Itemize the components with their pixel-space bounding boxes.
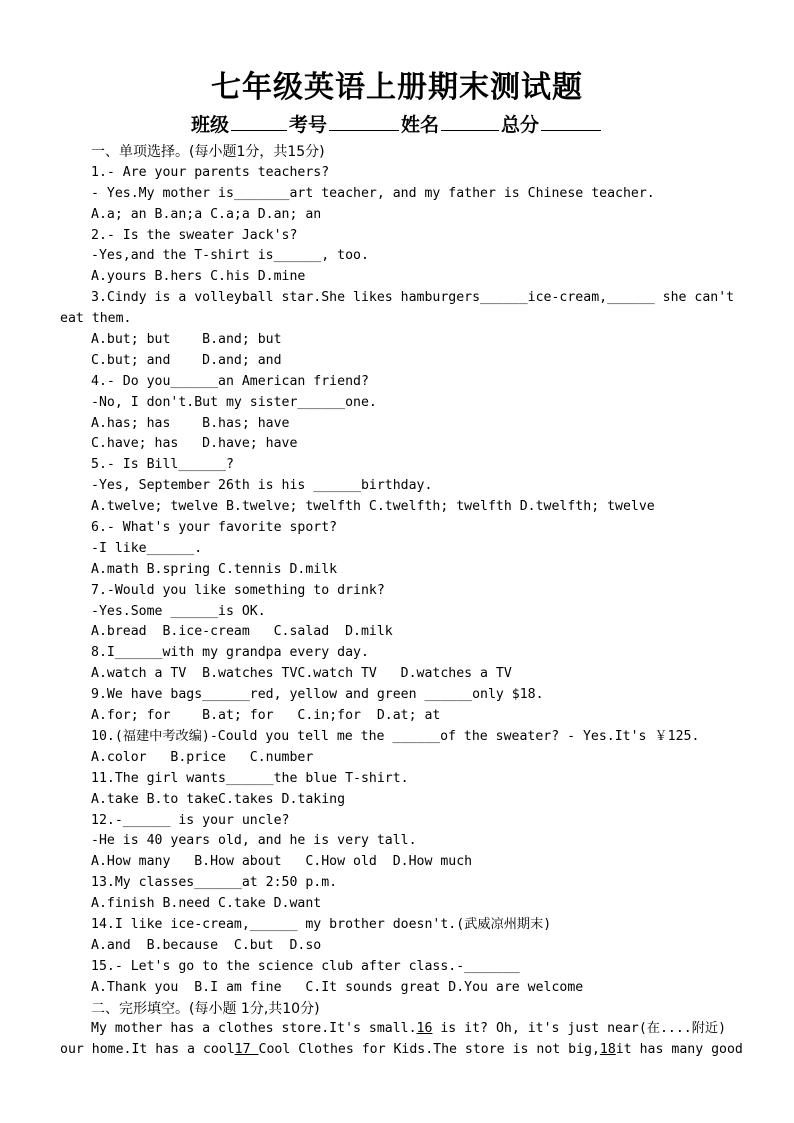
passage-text: Cool Clothes for Kids.The store is not big, xyxy=(258,1042,600,1058)
question-line: 4.- Do you______an American friend? xyxy=(91,373,369,389)
question-line: 12.-______ is your uncle? xyxy=(91,812,290,828)
class-label: 班级 xyxy=(190,114,229,136)
question-line: 1.- Are your parents teachers? xyxy=(91,164,330,180)
number-label: 考号 xyxy=(288,114,327,136)
options-line: A.yours B.hers C.his D.mine xyxy=(91,269,306,285)
options-line: A.twelve; twelve B.twelve; twelfth C.twelfth; twelfth D.twelfth; twelve xyxy=(91,499,655,515)
question-line: 3.Cindy is a volleyball star.She likes hamburgers______ice-cream,______ she can't xyxy=(91,290,735,306)
question-line: 7.-Would you like something to drink? xyxy=(91,582,385,598)
blank-number: 17 xyxy=(234,1042,259,1058)
score-label: 总分 xyxy=(501,114,540,136)
question-line: 11.The girl wants______the blue T-shirt. xyxy=(91,770,409,786)
question-line: -He is 40 years old, and he is very tall. xyxy=(91,833,417,849)
options-line: A.color B.price C.number xyxy=(91,749,314,765)
question-line: - Yes.My mother is_______art teacher, and my father is Chinese teacher. xyxy=(91,185,655,201)
question-line: -No, I don't.But my sister______one. xyxy=(91,394,377,410)
passage-text: our home.It has a cool xyxy=(60,1042,235,1058)
class-blank[interactable] xyxy=(231,112,287,131)
question-line: 2.- Is the sweater Jack's? xyxy=(91,227,298,243)
options-line: A.has; has B.has; have xyxy=(91,415,290,431)
question-line: 13.My classes______at 2:50 p.m. xyxy=(91,875,338,891)
options-line: A.watch a TV B.watches TVC.watch TV D.watches a TV xyxy=(91,666,512,682)
question-line: -Yes, September 26th is his ______birthday. xyxy=(91,478,433,494)
options-line: A.finish B.need C.take D.want xyxy=(91,896,322,912)
question-body xyxy=(60,142,743,1061)
number-blank[interactable] xyxy=(329,112,399,131)
options-line: A.a; an B.an;a C.a;a D.an; an xyxy=(91,206,322,222)
question-line: 8.I______with my grandpa every day. xyxy=(91,645,369,661)
passage-line xyxy=(60,1040,743,1061)
section-heading: 二、完形填空。(每小题 1分,共10分) xyxy=(91,1000,320,1017)
question-line: -Yes,and the T-shirt is______, too. xyxy=(91,248,369,264)
question-line: 5.- Is Bill______? xyxy=(91,457,234,473)
options-line: A.Thank you B.I am fine C.It sounds great D.You are welcome xyxy=(91,979,584,995)
name-blank[interactable] xyxy=(441,112,499,131)
options-line: A.and B.because C.but D.so xyxy=(91,937,322,953)
score-blank[interactable] xyxy=(541,112,601,131)
question-line: -Yes.Some ______is OK. xyxy=(91,603,266,619)
options-line: A.take B.to takeC.takes D.taking xyxy=(91,791,346,807)
blank-number: 16 xyxy=(416,1021,433,1037)
passage-text: it has many good xyxy=(615,1042,743,1058)
page-title: 七年级英语上册期末测试题 xyxy=(211,70,583,105)
passage-line xyxy=(60,1019,740,1040)
question-line: -I like______. xyxy=(91,540,203,556)
question-line: 6.- What's your favorite sport? xyxy=(91,520,338,536)
options-line: A.math B.spring C.tennis D.milk xyxy=(91,561,338,577)
section-heading: 一、单项选择。(每小题1分，共15分) xyxy=(91,144,325,160)
question-line: 14.I like ice-cream,______ my brother doesn't.(武威凉州期末) xyxy=(91,916,552,932)
passage-text: is it? Oh, it's just near(在....附近) xyxy=(432,1021,727,1037)
options-line: A.bread B.ice-cream C.salad D.milk xyxy=(91,624,393,640)
options-line: A.How many B.How about C.How old D.How much xyxy=(91,854,473,870)
options-line: A.but; but B.and; but xyxy=(91,332,282,348)
student-info-line xyxy=(0,110,794,137)
passage-text: My mother has a clothes store.It's small. xyxy=(91,1021,417,1037)
question-line: 10.(福建中考改编)-Could you tell me the ______of the sweater? - Yes.It's ￥125. xyxy=(91,728,700,744)
question-line: eat them. xyxy=(60,311,132,327)
blank-number: 18 xyxy=(599,1042,616,1058)
options-line: C.have; has D.have; have xyxy=(91,436,298,452)
options-line: A.for; for B.at; for C.in;for D.at; at xyxy=(91,708,441,724)
question-line: 9.We have bags______red, yellow and green ______only $18. xyxy=(91,687,544,703)
question-line: 15.- Let's go to the science club after class.-_______ xyxy=(91,958,520,974)
options-line: C.but; and D.and; and xyxy=(91,352,282,368)
name-label: 姓名 xyxy=(401,114,440,136)
